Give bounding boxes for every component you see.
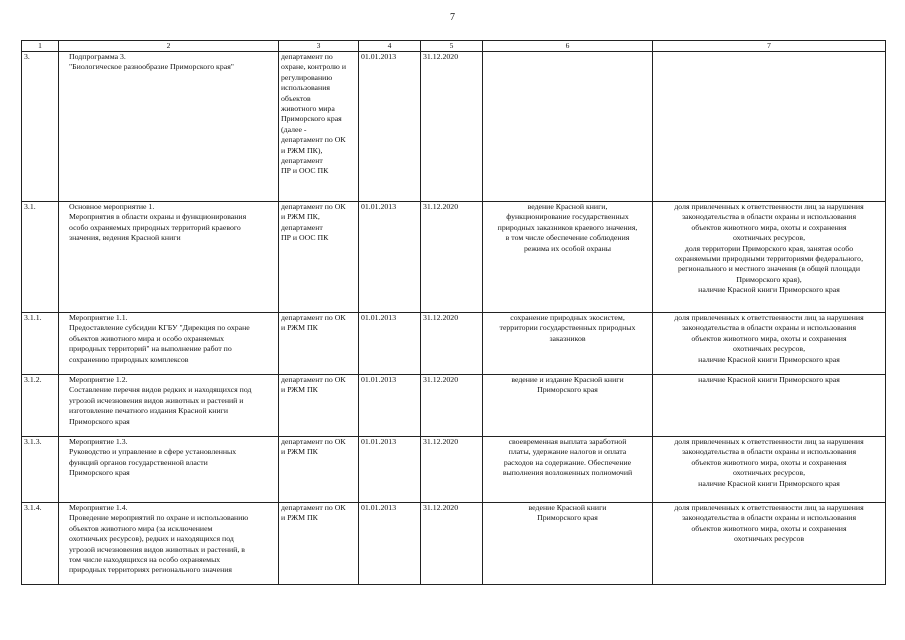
header-cell: 5: [421, 41, 483, 52]
indicator-line: доля привлеченных к ответственности лиц за нарушения: [674, 313, 864, 322]
executor-line: ПР и ООС ПК: [281, 166, 329, 176]
event-name-line: Предоставление субсидии КГБУ "Дирекция по охране: [69, 323, 250, 333]
event-name-line: Мероприятие 1.2.: [69, 375, 128, 384]
event-name-line: сохранению природных комплексов: [69, 354, 189, 364]
indicator: [653, 313, 886, 375]
indicator-line: наличие Красной книги Приморского края: [698, 375, 840, 384]
start-date: 01.01.2013: [359, 52, 421, 202]
event-name: [59, 202, 279, 313]
executor-line: департамент по ОК: [281, 503, 346, 512]
expected-result-line: заказников: [549, 333, 586, 343]
expected-result-line: платы, удержание налогов и оплата: [508, 447, 627, 457]
executor-line: регулированию: [281, 72, 333, 82]
page-number: 7: [450, 12, 455, 23]
event-name-line: особо охраняемых природных территорий краевого: [69, 222, 241, 232]
expected-result-line: функционирование государственных: [506, 212, 629, 222]
end-date: 31.12.2020: [421, 202, 483, 313]
header-cell: 4: [359, 41, 421, 52]
executor-line: департамент: [281, 156, 323, 166]
indicator: [653, 202, 886, 313]
event-name-line: Подпрограмма 3.: [69, 52, 126, 61]
event-name: [59, 375, 279, 437]
header-row: [22, 41, 886, 52]
expected-result-line: Приморского края: [537, 385, 598, 395]
indicator-line: охотничьих ресурсов,: [732, 233, 806, 243]
event-name-line: угрозой исчезновения видов животных и растений, в: [69, 544, 245, 554]
event-name-line: "Биологическое разнообразие Приморского края": [69, 62, 234, 72]
indicator-line: объектов животного мира, охоты и сохранения: [691, 222, 847, 232]
row-number: 3.1.: [22, 202, 59, 313]
executor-line: ПР и ООС ПК: [281, 233, 329, 243]
indicator-line: объектов животного мира, охоты и сохранения: [691, 457, 847, 467]
event-name-line: охотничьих ресурсов), редких и находящихся под: [69, 534, 234, 544]
executor: [279, 52, 359, 202]
expected-result-line: ведение Красной книги: [528, 503, 607, 512]
event-name-line: том числе находящихся на особо охраняемых: [69, 555, 221, 565]
executor-line: и РЖМ ПК,: [281, 212, 320, 222]
event-name: [59, 52, 279, 202]
event-name-line: Руководство и управление в сфере установленных: [69, 447, 237, 457]
executor-line: департамент по ОК: [281, 313, 346, 322]
indicator-line: объектов животного мира, охоты и сохранения: [691, 523, 847, 533]
expected-result-line: сохранение природных экосистем,: [510, 313, 625, 322]
executor-line: департамент по ОК: [281, 202, 346, 211]
event-name-line: функций органов государственной власти: [69, 457, 208, 467]
row-number: 3.1.1.: [22, 313, 59, 375]
executor-line: охране, контролю и: [281, 62, 346, 72]
indicator: [653, 375, 886, 437]
expected-result-line: своевременная выплата заработной: [508, 437, 627, 446]
expected-result-line: в том числе обеспечение соблюдения: [505, 233, 630, 243]
end-date: 31.12.2020: [421, 52, 483, 202]
table-row: [22, 52, 886, 202]
executor-line: и РЖМ ПК: [281, 385, 318, 395]
executor: [279, 313, 359, 375]
expected-result-line: ведение и издание Красной книги: [511, 375, 624, 384]
end-date: 31.12.2020: [421, 313, 483, 375]
start-date: 01.01.2013: [359, 313, 421, 375]
indicator-line: Приморского края),: [736, 274, 802, 284]
start-date: 01.01.2013: [359, 375, 421, 437]
expected-result-line: ведение Красной книги,: [527, 202, 608, 211]
indicator-line: доля привлеченных к ответственности лиц за нарушения: [674, 437, 864, 446]
indicator-line: охотничьих ресурсов,: [732, 344, 806, 354]
indicator: [653, 437, 886, 503]
executor: [279, 503, 359, 585]
executor-line: Приморского края: [281, 114, 342, 124]
event-name-line: природных территорий" на выполнение работ по: [69, 344, 232, 354]
start-date: 01.01.2013: [359, 503, 421, 585]
executor: [279, 202, 359, 313]
start-date: 01.01.2013: [359, 437, 421, 503]
expected-result-line: выполнения возложенных полномочий: [502, 468, 633, 478]
header-cell: 7: [653, 41, 886, 52]
header-cell: 2: [59, 41, 279, 52]
indicator: [653, 52, 886, 202]
executor-line: объектов: [281, 93, 311, 103]
event-name-line: Мероприятие 1.4.: [69, 503, 128, 512]
header-cell: 6: [483, 41, 653, 52]
event-name-line: объектов животного мира и особо охраняемых: [69, 333, 225, 343]
event-name-line: природных территориях регионального значения: [69, 565, 232, 575]
event-name-line: Приморского края: [69, 468, 130, 478]
indicator-line: наличие Красной книги Приморского края: [698, 285, 840, 295]
table-row: [22, 202, 886, 313]
indicator-line: законодательства в области охраны и использования: [681, 323, 857, 333]
end-date: 31.12.2020: [421, 375, 483, 437]
expected-result: [483, 437, 653, 503]
header-cell: 3: [279, 41, 359, 52]
expected-result: [483, 202, 653, 313]
executor-line: департамент по ОК: [281, 437, 346, 446]
indicator: [653, 503, 886, 585]
expected-result: [483, 313, 653, 375]
event-name-line: Основное мероприятие 1.: [69, 202, 155, 211]
end-date: 31.12.2020: [421, 503, 483, 585]
indicator-line: охотничьих ресурсов: [733, 534, 805, 544]
event-name-line: Мероприятие 1.1.: [69, 313, 128, 322]
expected-result-line: расходов на содержание. Обеспечение: [503, 457, 632, 467]
event-name: [59, 437, 279, 503]
event-name-line: угрозой исчезновения видов животных и растений и: [69, 395, 244, 405]
expected-result: [483, 503, 653, 585]
indicator-line: наличие Красной книги Приморского края: [698, 478, 840, 488]
indicator-line: доля территории Приморского края, занятая особо: [684, 243, 854, 253]
executor-line: департамент по ОК: [281, 375, 346, 384]
expected-result-line: Приморского края: [537, 513, 598, 523]
executor-line: и РЖМ ПК: [281, 323, 318, 333]
event-name: [59, 503, 279, 585]
event-name-line: Мероприятия в области охраны и функционирования: [69, 212, 247, 222]
indicator-line: наличие Красной книги Приморского края: [698, 354, 840, 364]
executor-line: использования: [281, 83, 330, 93]
event-name-line: значения, ведения Красной книги: [69, 233, 181, 243]
executor-line: и РЖМ ПК: [281, 513, 318, 523]
event-name-line: изготовление печатного издания Красной книги: [69, 406, 229, 416]
table-row: [22, 437, 886, 503]
indicator-line: охраняемыми природными территориями федерального,: [674, 254, 864, 264]
header-cell: 1: [22, 41, 59, 52]
executor-line: животного мира: [281, 104, 335, 114]
executor-line: (далее -: [281, 124, 307, 134]
executor-line: департамент по ОК: [281, 135, 346, 145]
executor-line: департамент: [281, 222, 323, 232]
executor-line: и РЖМ ПК: [281, 447, 318, 457]
executor-line: и РЖМ ПК),: [281, 145, 323, 155]
event-name: [59, 313, 279, 375]
row-number: 3.1.4.: [22, 503, 59, 585]
executor: [279, 437, 359, 503]
indicator-line: регионального и местного значения (в общей площади: [677, 264, 861, 274]
indicator-line: доля привлеченных к ответственности лиц за нарушения: [674, 503, 864, 512]
executor-line: департамент по: [281, 52, 333, 61]
expected-result: [483, 52, 653, 202]
event-name-line: Мероприятие 1.3.: [69, 437, 128, 446]
start-date: 01.01.2013: [359, 202, 421, 313]
table-row: [22, 375, 886, 437]
row-number: 3.1.3.: [22, 437, 59, 503]
expected-result: [483, 375, 653, 437]
table-row: [22, 503, 886, 585]
expected-result-line: территории государственных природных: [499, 323, 636, 333]
indicator-line: объектов животного мира, охоты и сохранения: [691, 333, 847, 343]
end-date: 31.12.2020: [421, 437, 483, 503]
row-number: 3.1.2.: [22, 375, 59, 437]
indicator-line: охотничьих ресурсов,: [732, 468, 806, 478]
executor: [279, 375, 359, 437]
event-name-line: объектов животного мира (за исключением: [69, 523, 213, 533]
indicator-line: законодательства в области охраны и использования: [681, 212, 857, 222]
indicator-line: законодательства в области охраны и использования: [681, 447, 857, 457]
event-name-line: Проведение мероприятий по охране и использованию: [69, 513, 249, 523]
event-name-line: Составление перечня видов редких и находящихся под: [69, 385, 252, 395]
event-name-line: Приморского края: [69, 416, 130, 426]
expected-result-line: режима их особой охраны: [523, 243, 612, 253]
indicator-line: доля привлеченных к ответственности лиц за нарушения: [674, 202, 864, 211]
expected-result-line: природных заказников краевого значения,: [497, 222, 638, 232]
table-row: [22, 313, 886, 375]
row-number: 3.: [22, 52, 59, 202]
program-table: [21, 40, 886, 585]
indicator-line: законодательства в области охраны и использования: [681, 513, 857, 523]
